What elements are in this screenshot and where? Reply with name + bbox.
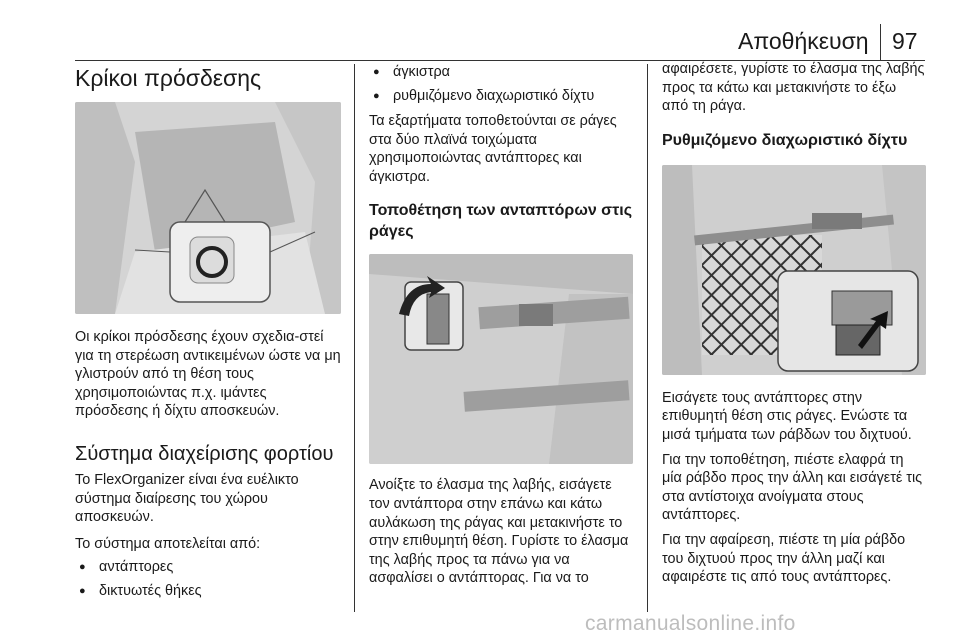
tie-down-ring-figure (75, 102, 341, 314)
car-tailgate-tie-down-ring-illustration (75, 102, 341, 314)
heading-divider-net: Ρυθμιζόμενο διαχωριστικό δίχτυ (662, 131, 908, 149)
page-header (0, 22, 960, 56)
column-divider-1 (354, 64, 355, 612)
mounting-description: Τα εξαρτήματα τοποθετούνται σε ράγες στα δύο πλαϊνά τοιχώματα χρησιμοποιώντας αντάπτορες και άγκιστρα. (369, 113, 617, 185)
list-item: ● άγκιστρα (369, 60, 633, 84)
section-title: Αποθήκευση (738, 28, 869, 54)
column-2 (369, 64, 633, 588)
flexorganizer-description: Το FlexOrganizer είναι ένα ευέλικτο σύστημα διαίρεσης του χώρου αποσκευών. (75, 471, 299, 526)
adapter-rail-mounting-illustration (369, 254, 633, 464)
system-components-list (75, 555, 341, 603)
net-removal-instructions: Για την αφαίρεση, πιέστε τη μία ράβδο του διχτυού προς την άλλη μαζί και αφαιρέστε τις από τους αντάπτορες. (662, 531, 906, 586)
heading-cargo-management: Σύστημα διαχείρισης φορτίου (75, 442, 334, 465)
net-installation-instructions: Για την τοποθέτηση, πιέστε ελαφρά τη μία ράβδο προς την άλλη και εισάγετέ τις στα αντίστοιχα ανοίγματα στους αντάπτορες. (662, 451, 923, 524)
column-divider-2 (647, 64, 648, 612)
list-item: ● ρυθμιζόμενο διαχωριστικό δίχτυ (369, 84, 633, 108)
list-item: ● δικτυωτές θήκες (75, 579, 341, 603)
adapter-rail-figure (369, 254, 633, 464)
adapter-removal-instructions: αφαιρέσετε, γυρίστε το έλασμα της λαβής προς τα κάτω και μετακινήστε το έξω από τη ράγα. (662, 61, 925, 115)
system-consists-of: Το σύστημα αποτελείται από: (75, 535, 261, 552)
adapter-mounting-instructions: Ανοίξτε το έλασμα της λαβής, εισάγετε τον αντάπτορα στην επάνω και κάτω αυλάκωση της ράγας και μετακινήστε το στην επιθυμητή θέση. Γυρίστε το έλασμα της λαβής προς τα πάνω για να ασφαλίσει ο αντάπτορας. Για να το (369, 477, 629, 587)
list-item: ● αντάπτορες (75, 555, 341, 579)
divider-net-figure (662, 165, 926, 375)
header-divider (880, 24, 881, 61)
page-number: 97 (892, 28, 918, 54)
adjustable-divider-net-illustration (662, 165, 926, 375)
column-3 (662, 61, 926, 587)
heading-tie-down-rings: Κρίκοι πρόσδεσης (75, 65, 262, 91)
tie-down-ring-description: Οι κρίκοι πρόσδεσης έχουν σχεδια-στεί για τη στερέωση αντικειμένων ώστε να μη γλιστρούν από τη θέση τους χρησιμοποιώντας π.χ. ιμάντες πρόσδεσης ή δίχτυ αποσκευών. (75, 329, 341, 420)
watermark-text: carmanualsonline.info (585, 612, 796, 635)
heading-adapter-mounting: Τοποθέτηση των ανταπτόρων στις ράγες (369, 202, 633, 241)
column-1 (75, 64, 341, 603)
system-components-list-continued (369, 60, 633, 108)
net-insert-instructions: Εισάγετε τους αντάπτορες στην επιθυμητή θέση στις ράγες. Ενώστε τα μισά τμήματα των ράβδων του διχτυού. (662, 389, 912, 443)
